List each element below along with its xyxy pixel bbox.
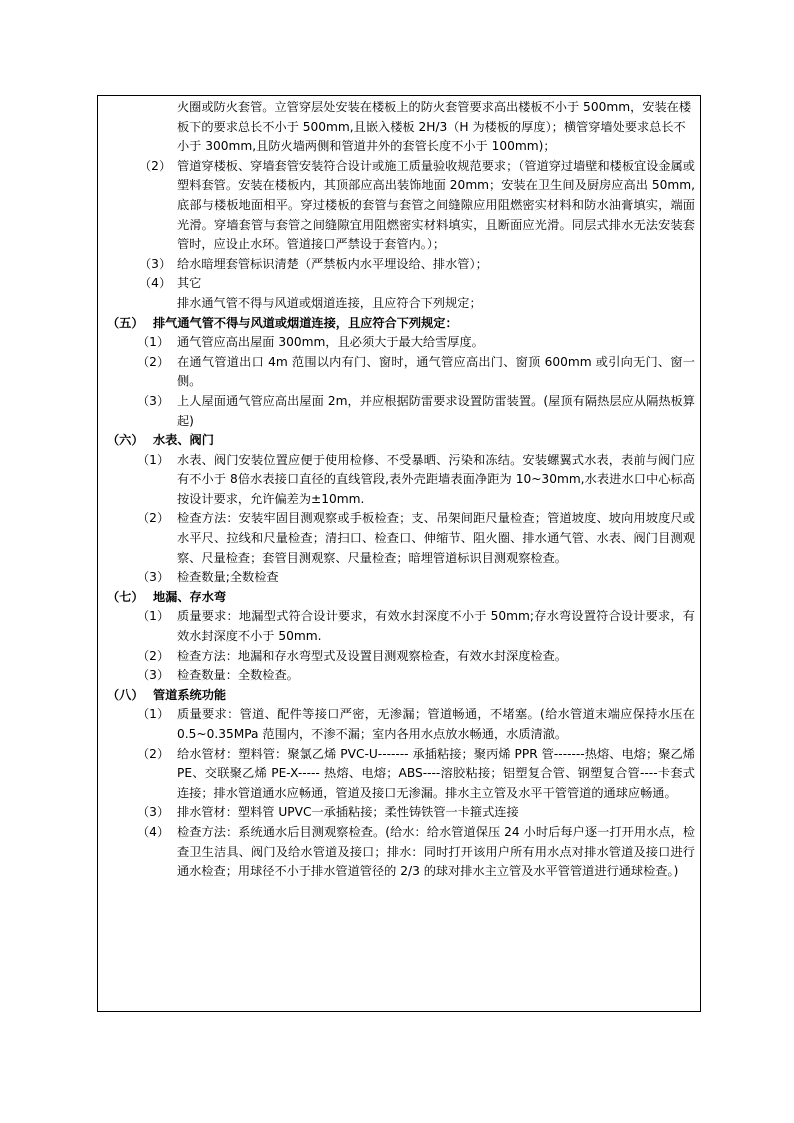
list-item <box>107 333 695 353</box>
item-text: 检查数量;全数检查 <box>177 570 279 585</box>
section-title: 管道系统功能 <box>153 687 227 702</box>
section-heading-6 <box>107 431 695 451</box>
item-number: （1） <box>137 452 170 467</box>
item-text: 水表、阀门安装位置应便于使用检修、不受暴晒、污染和冻结。安装螺翼式水表，表前与阀门应有不小于 8倍水表接口直径的直线管段,表外壳距墙表面净距为 10~30mm,水表进水口中心标高按设计要求，允许偏差为±10mm. <box>177 452 695 506</box>
section-number: （五） <box>107 315 144 330</box>
item-text: 其它 <box>177 276 202 291</box>
list-item <box>107 705 695 744</box>
section-number: （六） <box>107 433 144 448</box>
item-2 <box>107 157 695 255</box>
item-text: 排水通气管不得与风道或烟道连接，且应符合下列规定； <box>177 295 482 310</box>
item-text: 检查方法：安装牢固目测观察或手板检查；支、吊架间距尺量检查；管道坡度、坡向用坡度尺或水平尺、拉线和尺量检查；清扫口、检查口、伸缩节、阻火圈、排水通气管、水表、阀门目测观察、尺量检查；套管目测观察、尺量检查；暗埋管道标识目测观察检查。 <box>177 511 695 565</box>
section-title: 地漏、存水弯 <box>153 589 227 604</box>
section-number: （八） <box>107 687 144 702</box>
list-item <box>107 392 695 431</box>
list-item <box>107 568 695 588</box>
item-number: （3） <box>137 805 170 820</box>
list-item <box>107 803 695 823</box>
item-number: （2） <box>137 511 170 526</box>
item-text: 质量要求：地漏型式符合设计要求，有效水封深度不小于 50mm;存水弯设置符合设计要求，有效水封深度不小于 50mm. <box>177 609 695 644</box>
item-number: （3） <box>137 668 170 683</box>
item-number: （3） <box>137 393 170 408</box>
item-text: 在通气管道出口 4m 范围以内有门、窗时，通气管应高出门、窗顶 600mm 或引向无门、窗一侧。 <box>177 354 695 389</box>
item-number: （1） <box>137 609 170 624</box>
section-heading-7 <box>107 588 695 608</box>
item-number: （4） <box>137 824 170 839</box>
item-number: （1） <box>137 707 170 722</box>
document-body <box>107 98 695 882</box>
item-text: 通气管应高出屋面 300mm，且必须大于最大给雪厚度。 <box>177 335 484 350</box>
item-4 <box>107 274 695 294</box>
item-text: 给水管材：塑料管：聚氯乙烯 PVC-U------- 承插粘接；聚丙烯 PPR 管-------热熔、电熔；聚乙烯 PE、交联聚乙烯 PE-X----- 热熔、电熔；ABS----溶胶粘接；铝塑复合管、钢塑复合管----卡套式连接；排水管道通水应畅通，管道及接口无渗漏。排水主立管及水平干管管道的通球应畅通。 <box>177 746 695 800</box>
item-text: 排水管材：塑料管 UPVC一承插粘接；柔性铸铁管一卡箍式连接 <box>177 805 519 820</box>
section-heading-8 <box>107 686 695 706</box>
item-text: 检查方法：系统通水后目测观察检查。(给水：给水管道保压 24 小时后每户逐一打开用水点，检查卫生洁具、阀门及给水管道及接口；排水：同时打开该用户所有用水点对排水管道及接口进行通水检查；用球径不小于排水管道管径的 2/3 的球对排水主立管及水平管管道进行通球检查。) <box>177 824 695 879</box>
item-number: （2） <box>137 746 170 761</box>
list-item <box>107 607 695 646</box>
intro-paragraph <box>107 98 695 157</box>
intro-text: 火圈或防火套管。立管穿层处安装在楼板上的防火套管要求高出楼板不小于 500mm，安装在楼板下的要求总长不小于 500mm,且嵌入楼板 2H/3（H 为楼板的厚度）；横管穿墙处要求总长不小于 300mm,且防火墙两侧和管道井外的套管长度不小于 100mm)； <box>177 100 692 154</box>
list-item <box>107 451 695 510</box>
item-3 <box>107 255 695 275</box>
item-number: （2） <box>139 158 172 173</box>
section-title: 排气通气管不得与风道或烟道连接，且应符合下列规定： <box>153 315 458 330</box>
item-text: 检查方法：地漏和存水弯型式及设置目测观察检查，有效水封深度检查。 <box>177 648 567 663</box>
item-number: （4） <box>139 276 172 291</box>
item-text: 质量要求：管道、配件等接口严密，无渗漏；管道畅通，不堵塞。(给水管道末端应保持水压在 0.5~0.35MPa 范围内，不渗不漏；室内各用水点放水畅通，水质清澈。 <box>177 707 695 741</box>
section-title: 水表、阀门 <box>153 433 214 448</box>
list-item <box>107 666 695 686</box>
list-item <box>107 509 695 568</box>
item-number: （3） <box>139 256 172 271</box>
item-number: （3） <box>137 570 170 585</box>
item-text: 给水暗埋套管标识清楚（严禁板内水平埋设给、排水管）； <box>177 256 488 271</box>
item-number: （2） <box>137 354 170 369</box>
section-number: （七） <box>107 589 144 604</box>
item-number: （2） <box>137 648 170 663</box>
item-text: 上人屋面通气管应高出屋面 2m，并应根据防雷要求设置防雷装置。(屋顶有隔热层应从隔热板算起) <box>177 393 695 428</box>
item-text: 管道穿楼板、穿墙套管安装符合设计或施工质量验收规范要求；（管道穿过墙壁和楼板宜设金属或塑料套管。安装在楼板内，其顶部应高出装饰地面 20mm；安装在卫生间及厨房应高出 50mm,底部与楼板地面相平。穿过楼板的套管与套管之间缝隙应用阻燃密实材料和防水油膏填实，端面光滑。穿墙套管与套管之间缝隙宜用阻燃密实材料填实，且断面应光滑。同层式排水无法安装套管时，应设止水环。管道接口严禁设于套管内。）； <box>177 158 695 252</box>
section-heading-5 <box>107 314 695 334</box>
list-item <box>107 823 695 882</box>
item-text: 检查数量：全数检查。 <box>177 668 299 683</box>
list-item <box>107 647 695 667</box>
list-item <box>107 745 695 804</box>
list-item <box>107 353 695 392</box>
item-4-body <box>107 294 695 314</box>
item-number: （1） <box>137 335 170 350</box>
